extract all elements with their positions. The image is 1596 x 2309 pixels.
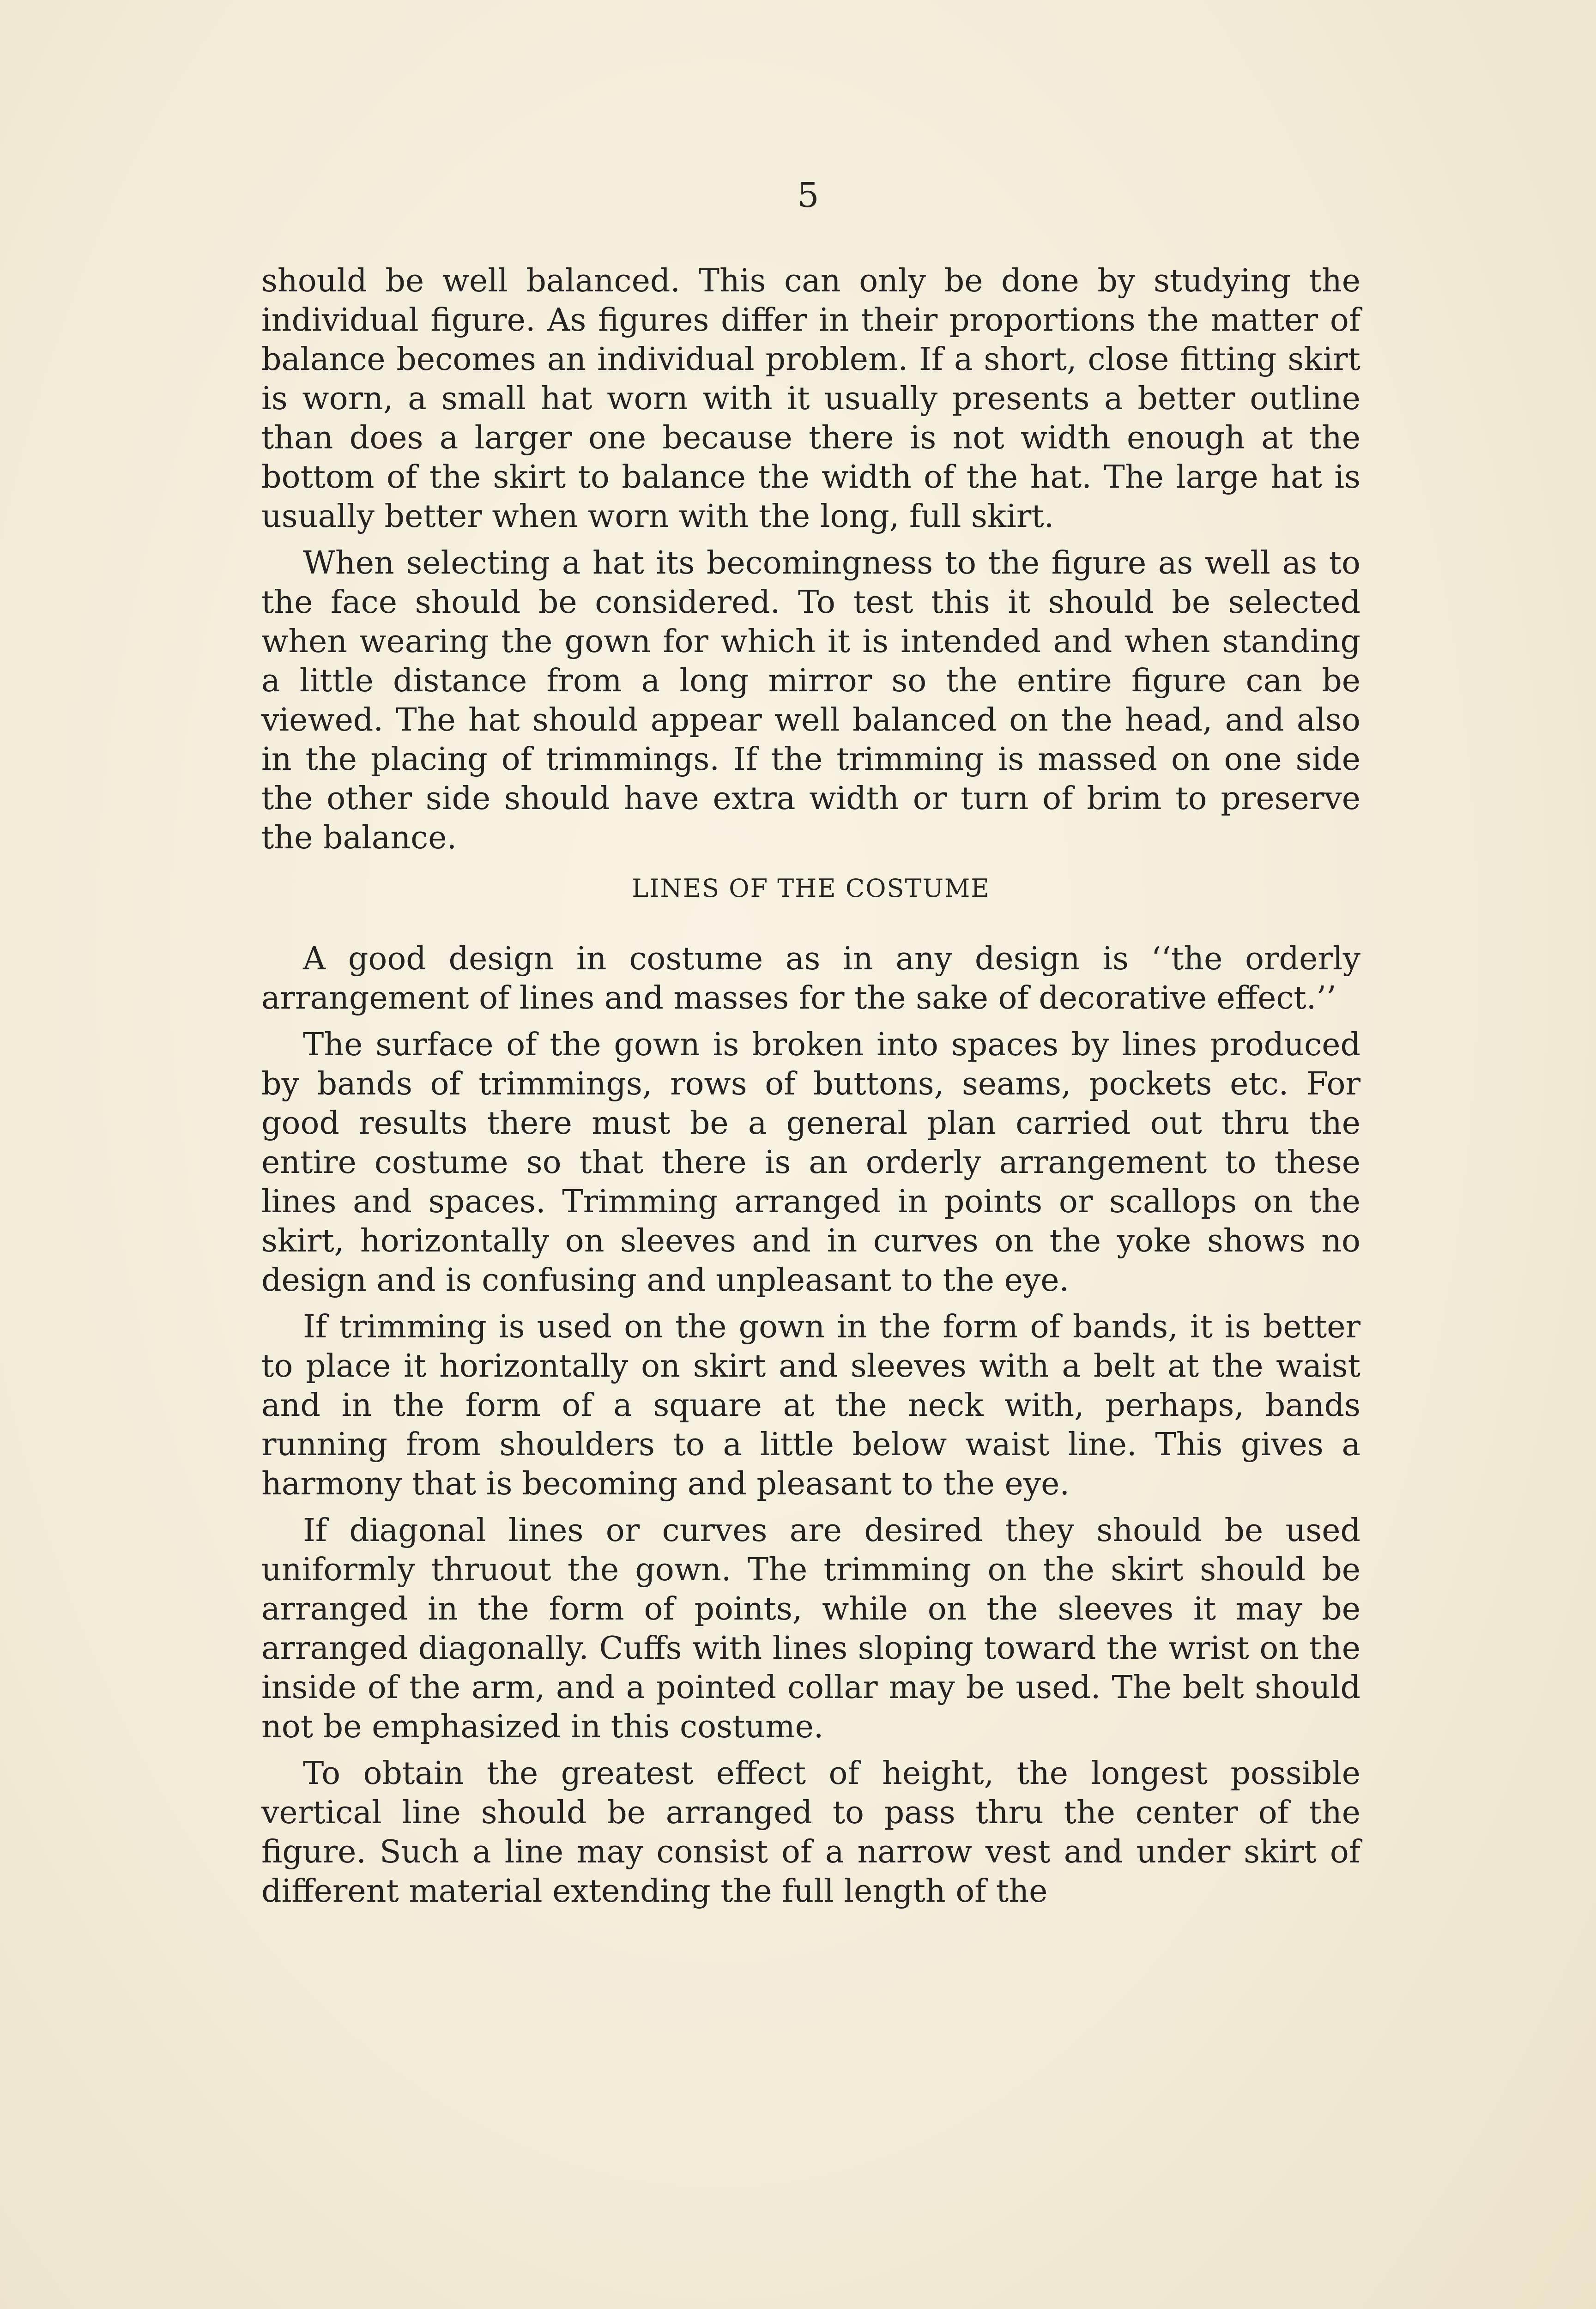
paragraph-hat-selection: When selecting a hat its becomingness to the figure as well as to the face should be considered. To test this it should be selected when wearing the gown for which it is intended and when standing a little distance from a long mirror so the entire figure can be viewed. The hat should appear well balanced on the head, and also in the placing of trimmings. If the trimming is massed on one side the other side should have extra width or turn of brim to preserve the balance. <box>261 545 1360 856</box>
paragraph-diagonal-lines: If diagonal lines or curves are desired they should be used uniformly thruout the gown. The trimming on the skirt should be arranged in the form of points, while on the sleeves it may be arranged diagonally. Cuffs with lines sloping toward the wrist on the inside of the arm, and a pointed collar may be used. The belt should not be emphasized in this costume. <box>261 1512 1360 1745</box>
paragraph-surface-of-gown: The surface of the gown is broken into spaces by lines produced by bands of trimmings, rows of buttons, seams, pockets etc. For good results there must be a general plan carried out thru the entire costume so that there is an orderly arrangement to these lines and spaces. Trimming arranged in points or scallops on the skirt, horizontally on sleeves and in curves on the yoke shows no design and is confusing and unpleasant to the eye. <box>261 1027 1360 1299</box>
paragraph-continuation: should be well balanced. This can only be done by studying the individual figure. As figures differ in their proportions the matter of balance becomes an individual problem. If a short, close fitting skirt is worn, a small hat worn with it usually presents a better outline than does a larger one because there is not width enough at the bottom of the skirt to balance the width of the hat. The large hat is usually better when worn with the long, full skirt. <box>261 263 1360 535</box>
section-heading: LINES OF THE COSTUME <box>632 874 990 903</box>
paragraph-good-design: A good design in costume as in any design is ‘‘the orderly arrangement of lines and masses for the sake of decorative effect.’’ <box>261 941 1360 1016</box>
page-number: 5 <box>797 175 819 215</box>
paragraph-effect-of-height: To obtain the greatest effect of height, the longest possible vertical line should be arranged to pass thru the center of the figure. Such a line may consist of a narrow vest and under skirt of different material extending the full length of the <box>261 1755 1360 1910</box>
body-text <box>261 261 1360 1918</box>
paragraph-trimming-bands: If trimming is used on the gown in the form of bands, it is better to place it horizontally on skirt and sleeves with a belt at the waist and in the form of a square at the neck with, perhaps, bands running from shoulders to a little below waist line. This gives a harmony that is becoming and pleasant to the eye. <box>261 1309 1360 1502</box>
